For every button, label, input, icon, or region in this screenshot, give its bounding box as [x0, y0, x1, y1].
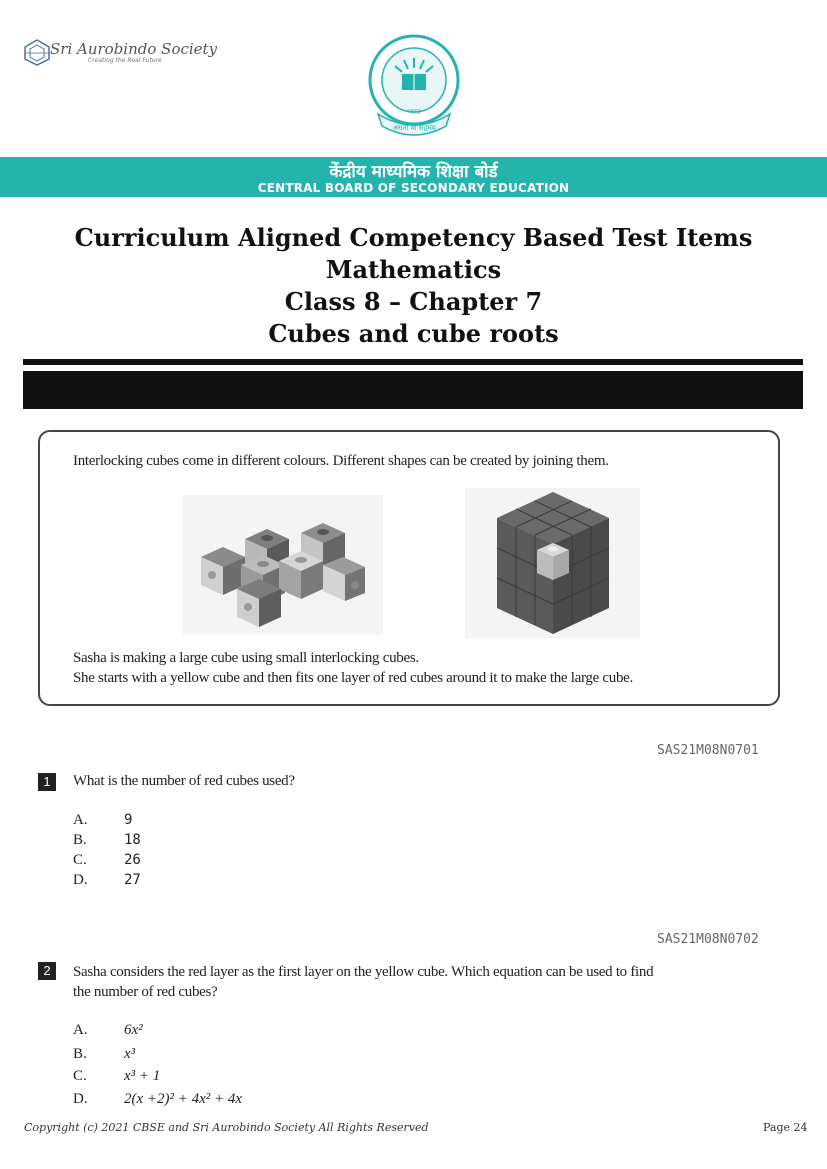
question-2-option-d[interactable]	[73, 1091, 373, 1113]
option-value: 26	[124, 852, 141, 868]
board-name-hindi: केंद्रीय माध्यमिक शिक्षा बोर्ड	[329, 162, 498, 182]
question-2-option-c[interactable]	[73, 1068, 373, 1090]
option-value: 9	[124, 812, 133, 828]
question-2-code: SAS21M08N0702	[657, 932, 759, 947]
option-letter: D.	[73, 1091, 88, 1107]
small-cube-7	[237, 579, 281, 627]
option-value: 2(x +2)² + 4x² + 4x	[124, 1091, 243, 1107]
emblem-motto: असतो मा सद्गमय	[392, 124, 436, 132]
title-line-1: Curriculum Aligned Competency Based Test Items	[74, 223, 753, 252]
option-letter: C.	[73, 852, 87, 868]
sas-name: Sri Aurobindo Society	[50, 40, 218, 58]
option-letter: C.	[73, 1068, 87, 1084]
divider-thin	[23, 359, 803, 365]
title-subject: Mathematics	[325, 255, 502, 284]
stimulus-line-1: Sasha is making a large cube using small interlocking cubes.	[73, 650, 419, 666]
option-letter: D.	[73, 872, 88, 888]
question-2-option-a[interactable]	[73, 1022, 373, 1044]
title-class-chapter: Class 8 – Chapter 7	[284, 287, 543, 316]
option-value: x³ + 1	[124, 1068, 161, 1084]
large-cube-image	[465, 488, 640, 638]
question-2-number: 2	[38, 962, 56, 980]
divider-bar	[23, 371, 803, 409]
yellow-centre-cube	[537, 543, 569, 580]
option-letter: A.	[73, 812, 88, 828]
option-value: 27	[124, 872, 141, 888]
question-2-text-line-2: the number of red cubes?	[73, 984, 218, 1000]
sri-aurobindo-society-logo-icon	[22, 38, 52, 66]
question-1-text: What is the number of red cubes used?	[73, 773, 295, 789]
option-value: x³	[124, 1046, 136, 1062]
question-1-code: SAS21M08N0701	[657, 743, 759, 758]
question-2-option-b[interactable]	[73, 1046, 373, 1068]
small-cube-1	[201, 547, 245, 595]
option-letter: B.	[73, 1046, 87, 1062]
title-chapter-name: Cubes and cube roots	[268, 319, 559, 348]
small-cube-5	[279, 551, 323, 599]
option-letter: B.	[73, 832, 87, 848]
question-1-option-d[interactable]	[73, 872, 273, 892]
interlocking-cubes-image	[183, 495, 383, 635]
stimulus-intro: Interlocking cubes come in different colours. Different shapes can be created by joining them.	[73, 453, 609, 469]
footer-copyright: Copyright (c) 2021 CBSE and Sri Aurobindo Society All Rights Reserved	[24, 1121, 429, 1134]
emblem-country-label: भारत	[407, 108, 421, 116]
question-1-number: 1	[38, 773, 56, 791]
option-letter: A.	[73, 1022, 88, 1038]
document-title	[0, 222, 827, 350]
question-1-option-a[interactable]	[73, 812, 273, 832]
question-2-text	[73, 962, 653, 1002]
option-value: 6x²	[124, 1022, 143, 1038]
footer-page-number: Page 24	[763, 1121, 808, 1134]
question-2-text-line-1: Sasha considers the red layer as the first layer on the yellow cube. Which equation can be used to find	[73, 964, 654, 980]
question-1-option-b[interactable]	[73, 832, 273, 852]
question-1-option-c[interactable]	[73, 852, 273, 872]
sas-tagline: Creating the Real Future	[88, 57, 162, 64]
option-value: 18	[124, 832, 141, 848]
stimulus-description	[73, 648, 633, 688]
stimulus-line-2: She starts with a yellow cube and then fits one layer of red cubes around it to make the large cube.	[73, 670, 633, 686]
board-name-english: CENTRAL BOARD OF SECONDARY EDUCATION	[257, 181, 570, 195]
